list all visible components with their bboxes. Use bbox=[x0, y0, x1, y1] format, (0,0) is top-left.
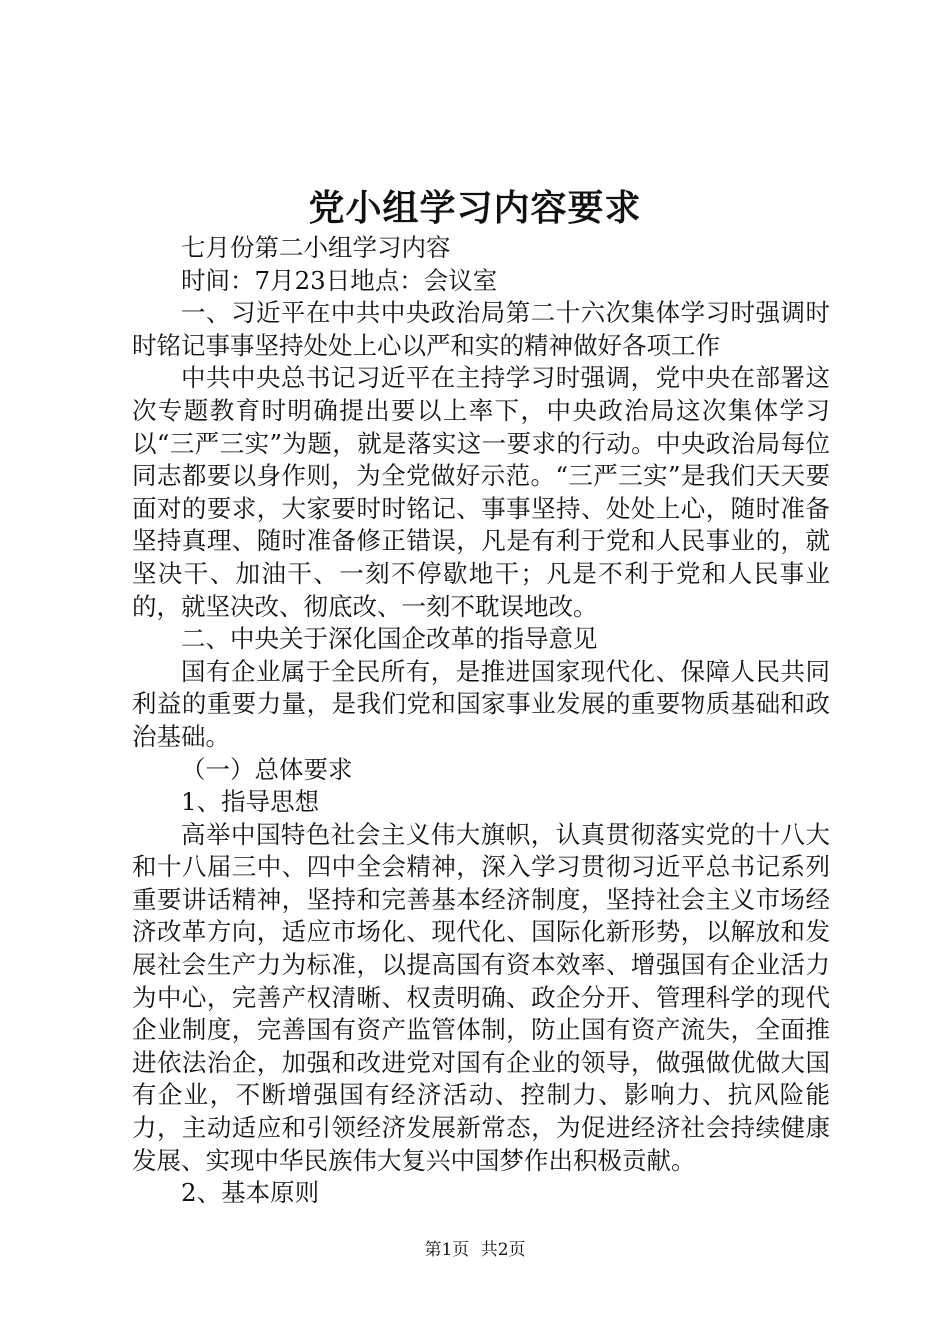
paragraph-time-location: 时间：7月23日地点：会议室 bbox=[181, 265, 498, 295]
paragraph-section-two-heading: 二、中央关于深化国企改革的指导意见 bbox=[181, 624, 598, 654]
paragraph-section-one-body: 中共中央总书记习近平在主持学习时强调，党中央在部署这次专题教育时明确提出要以上率下，中央政治局这次集体学习以“三严三实”为题，就是落实这一要求的行动。中央政治局每位同志都要以身作则，为全党做好示范。“三严三实”是我们天天要面对的要求，大家要时时铭记、事事坚持、处处上心，随时准备坚持真理、随时准备修正错误，凡是有利于党和人民事业的，就坚决干、加油干、一刻不停歇地干；凡是不利于党和人民事业的，就坚决改、彻底改、一刻不耽误地改。 bbox=[132, 363, 830, 621]
paragraph-group-heading: 七月份第二小组学习内容 bbox=[181, 233, 451, 262]
page-footer bbox=[0, 1238, 950, 1262]
paragraph-guiding-thought-heading: 1、指导思想 bbox=[181, 787, 320, 817]
paragraph-section-two-intro: 国有企业属于全民所有，是推进国家现代化、保障人民共同利益的重要力量，是我们党和国家事业发展的重要物质基础和政治基础。 bbox=[132, 656, 830, 751]
document-title: 党小组学习内容要求 bbox=[308, 187, 642, 229]
document-body bbox=[132, 232, 830, 1210]
paragraph-section-one-heading: 一、习近平在中共中央政治局第二十六次集体学习时强调时时铭记事事坚持处处上心以严和实的精神做好各项工作 bbox=[132, 298, 830, 360]
paragraph-guiding-thought-body: 高举中国特色社会主义伟大旗帜，认真贯彻落实党的十八大和十八届三中、四中全会精神，深入学习贯彻习近平总书记系列重要讲话精神，坚持和完善基本经济制度，坚持社会主义市场经济改革方向，适应市场化、现代化、国际化新形势，以解放和发展社会生产力为标准，以提高国有资本效率、增强国有企业活力为中心，完善产权清晰、权责明确、政企分开、管理科学的现代企业制度，完善国有资产监管体制，防止国有资产流失，全面推进依法治企，加强和改进党对国有企业的领导，做强做优做大国有企业，不断增强国有经济活动、控制力、影响力、抗风险能力，主动适应和引领经济发展新常态，为促进经济社会持续健康发展、实现中华民族伟大复兴中国梦作出积极贡献。 bbox=[132, 819, 830, 1175]
page-total: 共2页 bbox=[480, 1240, 526, 1260]
page-number: 第1页 bbox=[424, 1240, 470, 1260]
paragraph-basic-principles-heading: 2、基本原则 bbox=[181, 1178, 320, 1208]
paragraph-general-requirements: （一）总体要求 bbox=[181, 754, 353, 784]
